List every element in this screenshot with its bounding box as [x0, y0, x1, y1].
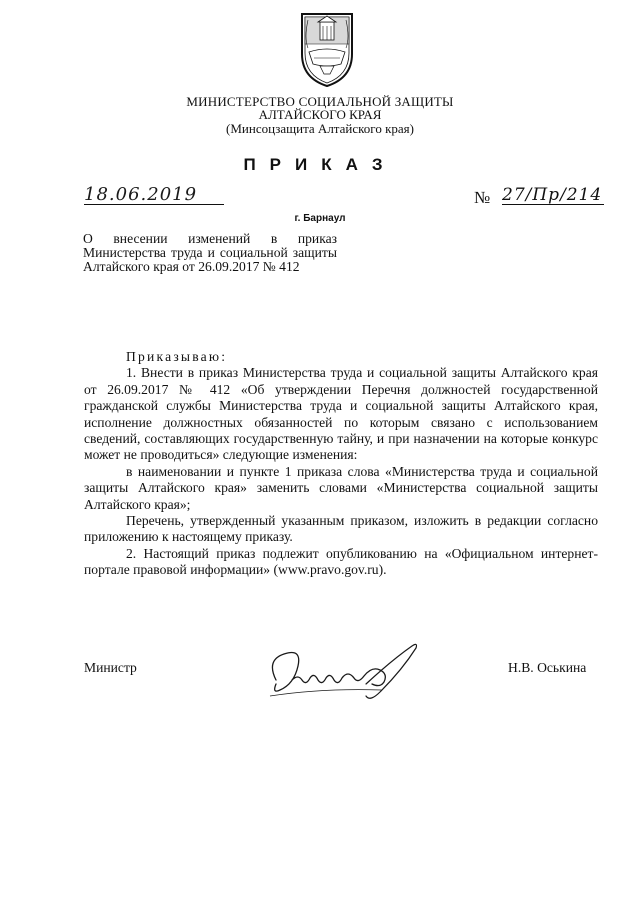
paragraph-1: 1. Внести в приказ Министерства труда и социальной защиты Алтайского края от 26.09.2017 № 412 «Об утверждении Перечня должностей государственной гражданской службы Министерства труда и социальной защиты Алтайского края, исполнение должностных обязанностей по которым связано с использованием сведений, составляющих государственную тайну, и при назначении на которые конкурс может не проводиться» следующие изменения: [84, 365, 598, 463]
org-name-line2: АЛТАЙСКОГО КРАЯ [258, 107, 382, 122]
signatory-role: Министр [84, 660, 137, 675]
document-number: 27/Пр/214 [502, 185, 603, 205]
number-sign: № [474, 188, 491, 207]
paragraph-2: в наименовании и пункте 1 приказа слова «Министерства труда и социальной защиты Алтайского края» заменить словами «Министерства социальной защиты Алтайского края»; [84, 463, 598, 512]
city-label: г. Барнаул [294, 213, 346, 224]
org-short-name: (Минсоцзащита Алтайского края) [226, 121, 414, 136]
order-lead: Приказываю: [126, 349, 228, 364]
paragraph-4: 2. Настоящий приказ подлежит опубликованию на «Официальном интернет-портале правовой информации» (www.pravo.gov.ru). [84, 545, 598, 578]
document-date: 18.06.2019 [84, 186, 224, 205]
handwritten-signature [262, 640, 432, 708]
document-type-title: ПРИКАЗ [243, 155, 397, 174]
paragraph-3: Перечень, утвержденный указанным приказом, изложить в редакции согласно приложению к настоящему приказу. [84, 513, 598, 545]
document-body [84, 349, 598, 579]
coat-of-arms-emblem [294, 8, 360, 88]
org-name-line1: МИНИСТЕРСТВО СОЦИАЛЬНОЙ ЗАЩИТЫ [186, 94, 454, 109]
document-subject: О внесении изменений в приказ Министерства труда и социальной защиты Алтайского края от 26.09.2017 № 412 [83, 231, 337, 275]
signatory-name: Н.В. Оськина [508, 660, 587, 675]
